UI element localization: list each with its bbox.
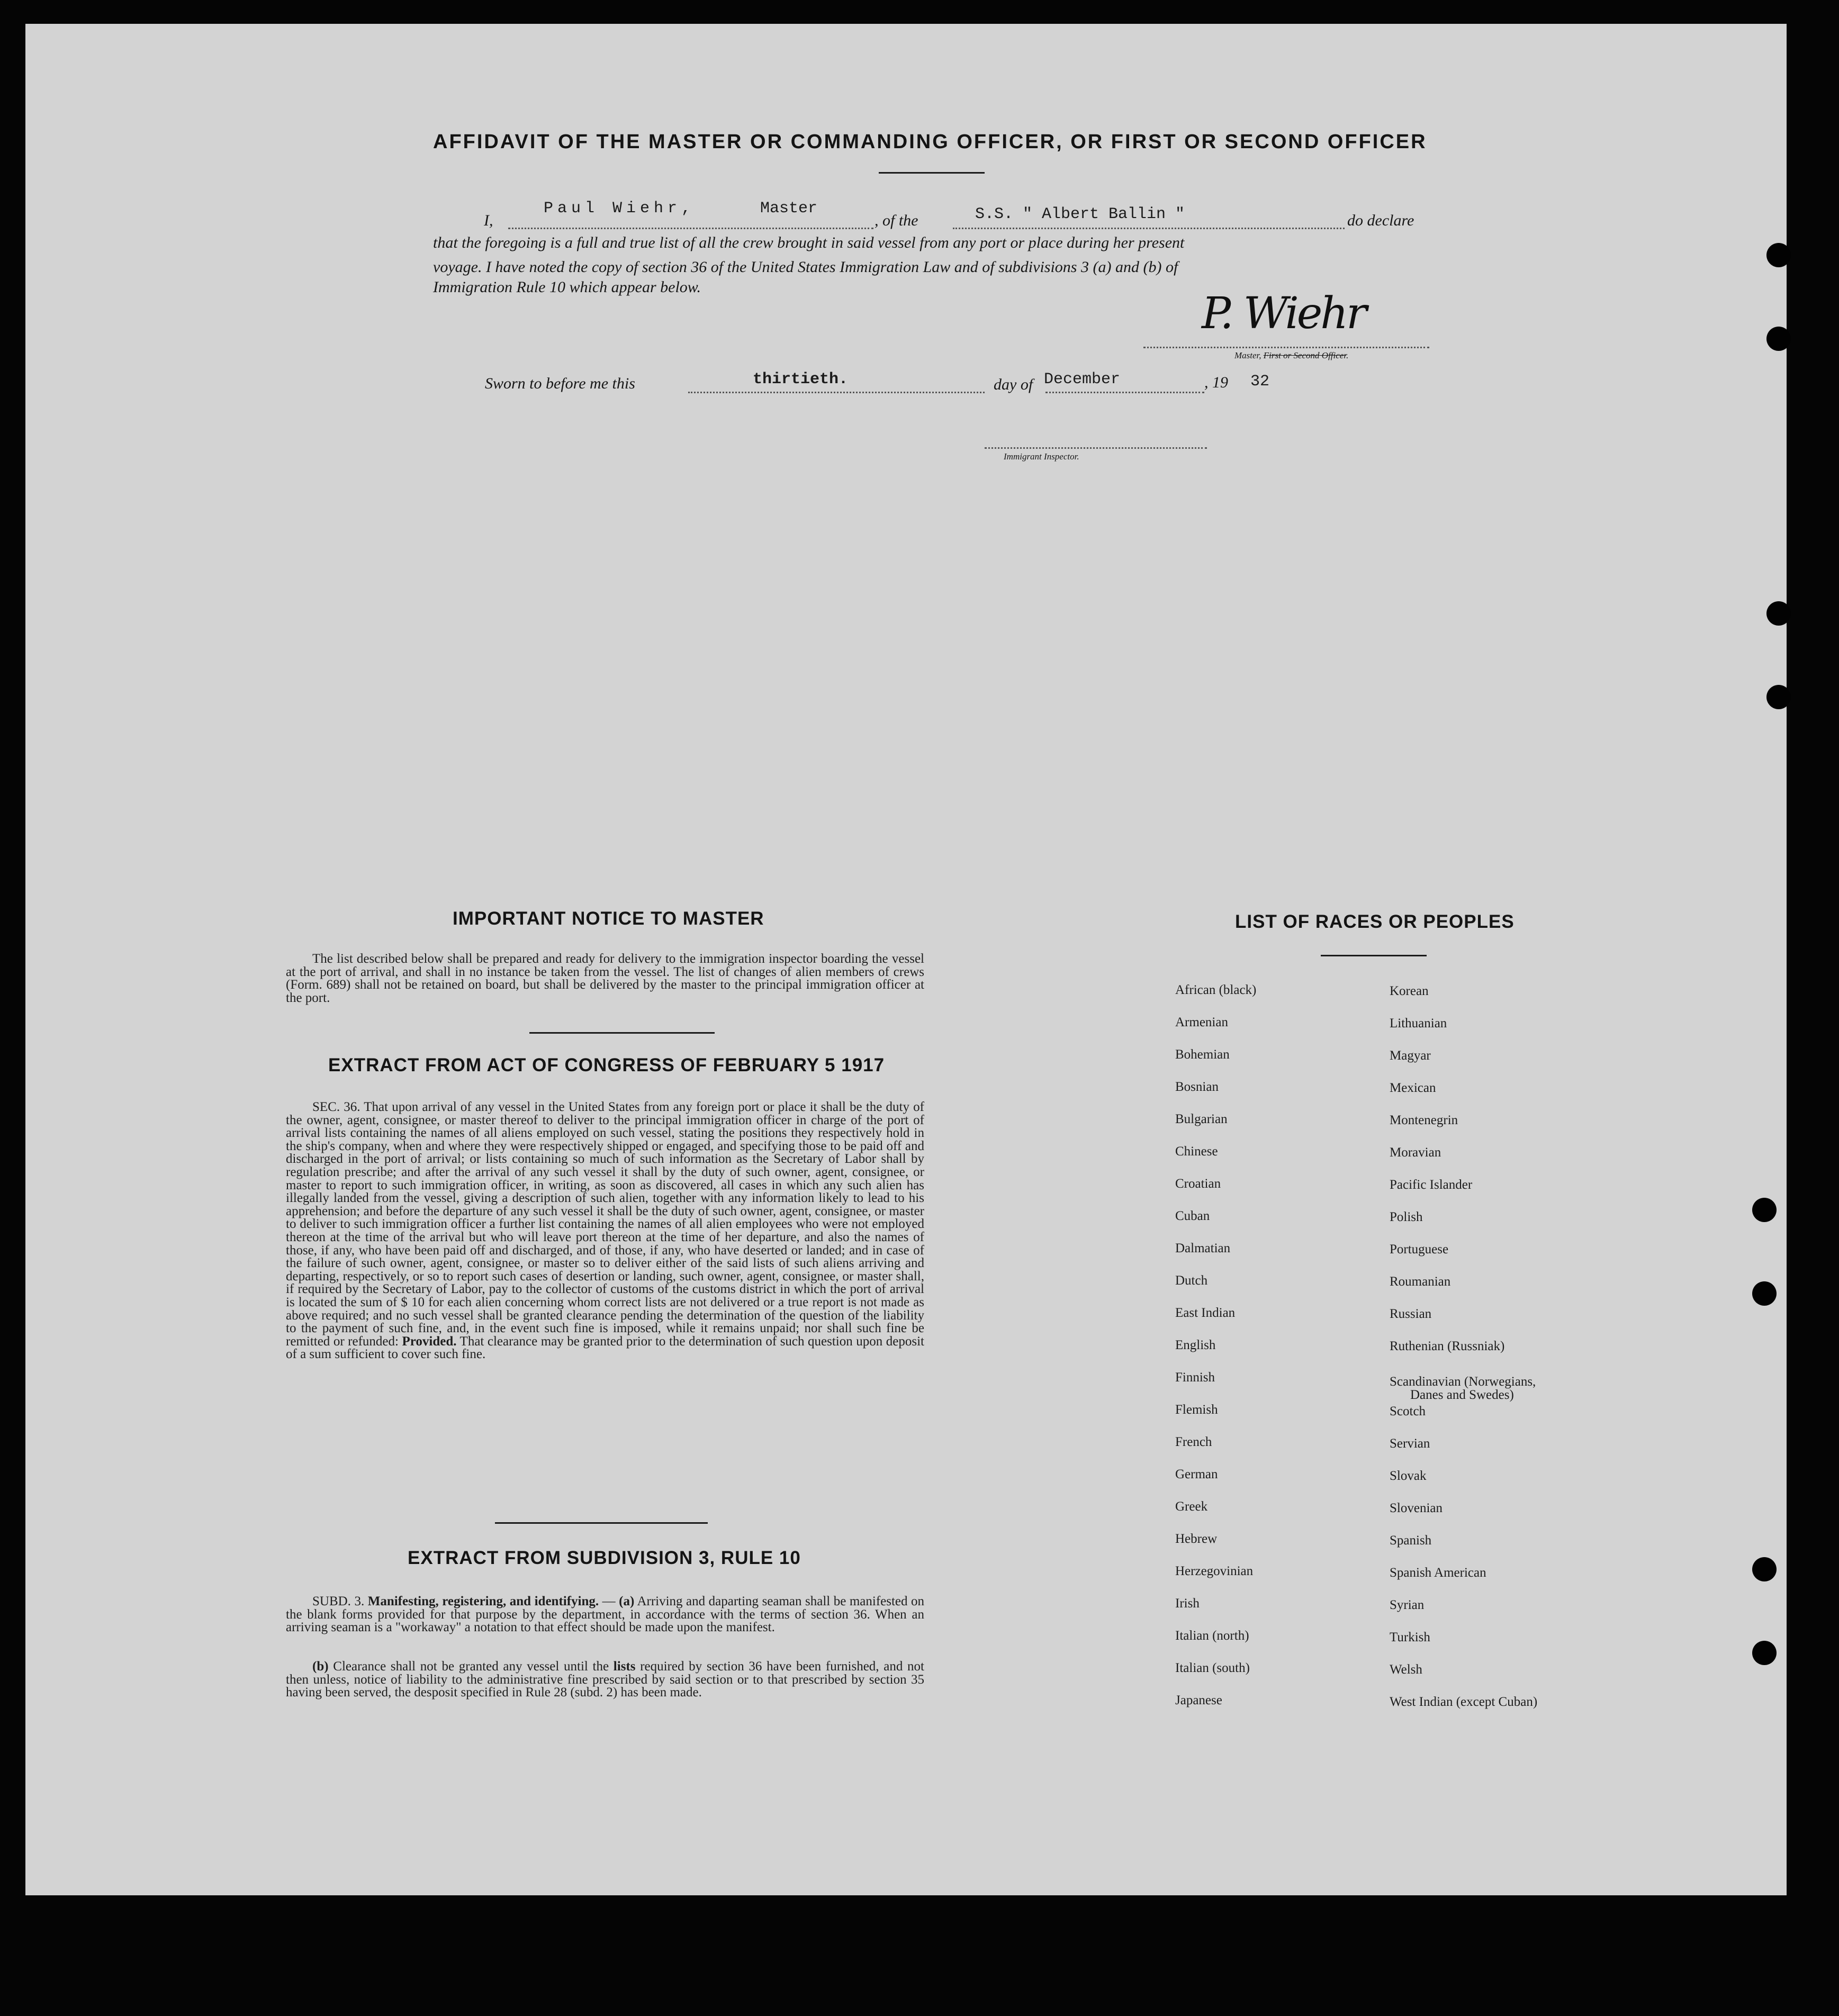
rule-title: EXTRACT FROM SUBDIVISION 3, RULE 10 bbox=[408, 1548, 801, 1568]
race-item: Polish bbox=[1390, 1210, 1423, 1224]
year-prefix: , 19 bbox=[1204, 374, 1228, 391]
race-item: Bohemian bbox=[1175, 1047, 1230, 1062]
punch-hole bbox=[1766, 685, 1791, 709]
race-item: Servian bbox=[1390, 1436, 1430, 1451]
rule-subd-b: (b) Clearance shall not be granted any vessel until the lists required by section 36 have been furnished, and not then unless, notice of liability to the administrative fine prescribed by said section or to that prescribed by section 35 having been served, the desposit specified in Rule 28 (subd. 2) has been made. bbox=[286, 1659, 924, 1700]
act-body: SEC. 36. That upon arrival of any vessel in the United States from any foreign port or place it shall be the duty of the owner, agent, consignee, or master thereof to deliver to the principal immigration officer in charge of the port of arrival lists containing the names of all aliens employed on such vessel, stating the positions they respectively hold in the ship's company, when and where they were respectively shipped or engaged, and specifying those to be paid off and discharged in the port of arrival; or lists containing so much of such information as the Secretary of Labor shall by regulation prescribe; and after the arrival of any such vessel it shall by the duty of such owner, agent, consignee, or master to report to such immigration officer, in writing, as soon as discovered, all cases in which any such alien has illegally landed from the vessel, giving a description of such alien, together with any information likely to lead to his apprehension; and before the departure of any such vessel it shall be the duty of such owner, agent, consignee, or master to deliver to such immigration officer a further list containing the names of all alien employees who were not employed thereon at the time of the arrival but who will leave port thereon at the time of her departure, and also the names of those, if any, who have been paid off and discharged, and of those, if any, who have deserted or landed; and in case of the failure of such owner, agent, consignee, or master so to deliver either of the said lists of such aliens arriving and departing, respectively, or so to report such cases of desertion or landing, such owner, agent, consignee, or master shall, if required by the Secretary of Labor, pay to the collector of customs of the customs district in which the port of arrival is located the sum of $ 10 for each alien concerning whom correct lists are not delivered or a true report is not made as above required; and no such vessel shall be granted clearance pending the determination of the question of the liability to the payment of such fine, and, in the event such fine is imposed, while it remains unpaid; nor shall such fine be remitted or refunded: Provided. That clearance may be granted prior to the determination of such question upon deposit of a sum sufficient to cover such fine. bbox=[286, 1100, 924, 1362]
sworn-label: Sworn to before me this bbox=[485, 375, 635, 392]
affidavit-line-4: Immigration Rule 10 which appear below. bbox=[433, 278, 701, 296]
race-item: Irish bbox=[1175, 1596, 1200, 1611]
race-item: Flemish bbox=[1175, 1403, 1218, 1417]
struck-caption: First or Second Officer bbox=[1263, 350, 1347, 360]
races-underline bbox=[1321, 955, 1427, 956]
rule-subd-a: SUBD. 3. Manifesting, registering, and identifying. — (a) Arriving and daparting seaman shall be manifested on the blank forms provided for that purpose by the department, in accordance with the terms of section 36. When an arriving seaman is a "workaway" a notation to that effect should be made upon the manifest. bbox=[286, 1594, 925, 1635]
signature-caption: Master, First or Second Officer. bbox=[1234, 350, 1349, 360]
sworn-month: December bbox=[1044, 370, 1121, 388]
punch-hole bbox=[1766, 601, 1791, 626]
day-of-label: day of bbox=[994, 376, 1033, 393]
divider bbox=[495, 1522, 708, 1524]
race-item: Korean bbox=[1390, 984, 1429, 998]
race-item: Cuban bbox=[1175, 1209, 1210, 1223]
master-title-filled: Master bbox=[760, 200, 818, 218]
punch-hole bbox=[1752, 1198, 1777, 1222]
race-item: Lithuanian bbox=[1390, 1016, 1447, 1030]
punch-hole bbox=[1766, 327, 1791, 351]
title-underline bbox=[879, 172, 985, 174]
race-item: Ruthenian (Russniak) bbox=[1390, 1339, 1505, 1353]
races-title: LIST OF RACES OR PEOPLES bbox=[1235, 911, 1515, 932]
race-item: Armenian bbox=[1175, 1015, 1228, 1029]
race-item: Greek bbox=[1175, 1499, 1208, 1514]
race-item: Japanese bbox=[1175, 1693, 1222, 1707]
divider bbox=[529, 1032, 715, 1034]
race-item: Moravian bbox=[1390, 1145, 1441, 1160]
affidavit-line-3: voyage. I have noted the copy of section 36 of the United States Immigration Law and of subdivisions 3 (a) and (b) of bbox=[433, 258, 1178, 276]
punch-hole bbox=[1752, 1557, 1777, 1581]
vessel-name: S.S. " Albert Ballin " bbox=[975, 205, 1185, 223]
year-suffix: 32 bbox=[1250, 373, 1270, 391]
race-item: Russian bbox=[1390, 1307, 1432, 1321]
notice-title: IMPORTANT NOTICE TO MASTER bbox=[453, 908, 764, 929]
race-item: Turkish bbox=[1390, 1630, 1430, 1644]
punch-hole bbox=[1752, 1641, 1777, 1665]
race-item: Slovak bbox=[1390, 1469, 1427, 1483]
race-item: Finnish bbox=[1175, 1370, 1215, 1385]
race-item: French bbox=[1175, 1435, 1212, 1449]
race-item: Portuguese bbox=[1390, 1242, 1449, 1256]
race-item: Spanish American bbox=[1390, 1566, 1486, 1580]
race-item: Chinese bbox=[1175, 1144, 1218, 1159]
race-item: Spanish bbox=[1390, 1533, 1432, 1548]
act-title: EXTRACT FROM ACT OF CONGRESS OF FEBRUARY 5 1917 bbox=[328, 1055, 885, 1075]
notice-body: The list described below shall be prepared and ready for delivery to the immigration inspector boarding the vessel at the port of arrival, and shall in no instance be taken from the vessel. The list of changes of alien members of crews (Form. 689) shall not be retained on board, but shall be delivered by the master to the principal immigration officer at the port. bbox=[286, 952, 924, 1005]
race-item: East Indian bbox=[1175, 1306, 1236, 1320]
race-item: Magyar bbox=[1390, 1048, 1431, 1063]
race-item: Welsh bbox=[1390, 1662, 1422, 1677]
of-the-label: , of the bbox=[875, 212, 918, 229]
race-item: German bbox=[1175, 1467, 1218, 1481]
name-underline bbox=[508, 228, 873, 229]
race-item: Scotch bbox=[1390, 1404, 1426, 1418]
inspector-line bbox=[985, 447, 1207, 449]
race-item: Bosnian bbox=[1175, 1080, 1219, 1094]
punch-hole bbox=[1752, 1281, 1777, 1306]
race-item: Roumanian bbox=[1390, 1274, 1451, 1289]
race-item: Herzegovinian bbox=[1175, 1564, 1254, 1578]
race-item: Dalmatian bbox=[1175, 1241, 1231, 1255]
affidavit-line-2: that the foregoing is a full and true list of all the crew brought in said vessel from any port or place during her present bbox=[433, 234, 1185, 251]
i-label: I, bbox=[484, 212, 493, 229]
sworn-day: thirtieth. bbox=[753, 370, 849, 388]
master-name: Paul Wiehr, bbox=[544, 200, 696, 218]
race-item: Croatian bbox=[1175, 1177, 1221, 1191]
race-item: Dutch bbox=[1175, 1273, 1208, 1288]
day-underline bbox=[688, 392, 985, 393]
race-item: Hebrew bbox=[1175, 1532, 1218, 1546]
race-item: Danes and Swedes) bbox=[1410, 1388, 1514, 1402]
inspector-caption: Immigrant Inspector. bbox=[1004, 451, 1079, 462]
race-item: Syrian bbox=[1390, 1598, 1425, 1612]
race-item: Italian (north) bbox=[1175, 1629, 1249, 1643]
race-item: Italian (south) bbox=[1175, 1661, 1250, 1675]
affidavit-title: AFFIDAVIT OF THE MASTER OR COMMANDING OFFICER, OR FIRST OR SECOND OFFICER bbox=[433, 131, 1427, 153]
race-item: Pacific Islander bbox=[1390, 1178, 1473, 1192]
race-item: West Indian (except Cuban) bbox=[1390, 1695, 1538, 1709]
race-item: Bulgarian bbox=[1175, 1112, 1228, 1126]
master-signature: P. Wiehr bbox=[1202, 288, 1365, 339]
race-item: African (black) bbox=[1175, 983, 1257, 997]
race-item: Montenegrin bbox=[1390, 1113, 1458, 1127]
race-item: Scandinavian (Norwegians, bbox=[1390, 1375, 1536, 1389]
do-declare: do declare bbox=[1347, 212, 1414, 229]
race-item: Slovenian bbox=[1390, 1501, 1443, 1515]
signature-line bbox=[1143, 347, 1429, 348]
race-item: Mexican bbox=[1390, 1081, 1436, 1095]
punch-hole bbox=[1766, 243, 1791, 267]
vessel-underline bbox=[953, 228, 1345, 229]
race-item: English bbox=[1175, 1338, 1216, 1352]
month-underline bbox=[1045, 392, 1204, 393]
